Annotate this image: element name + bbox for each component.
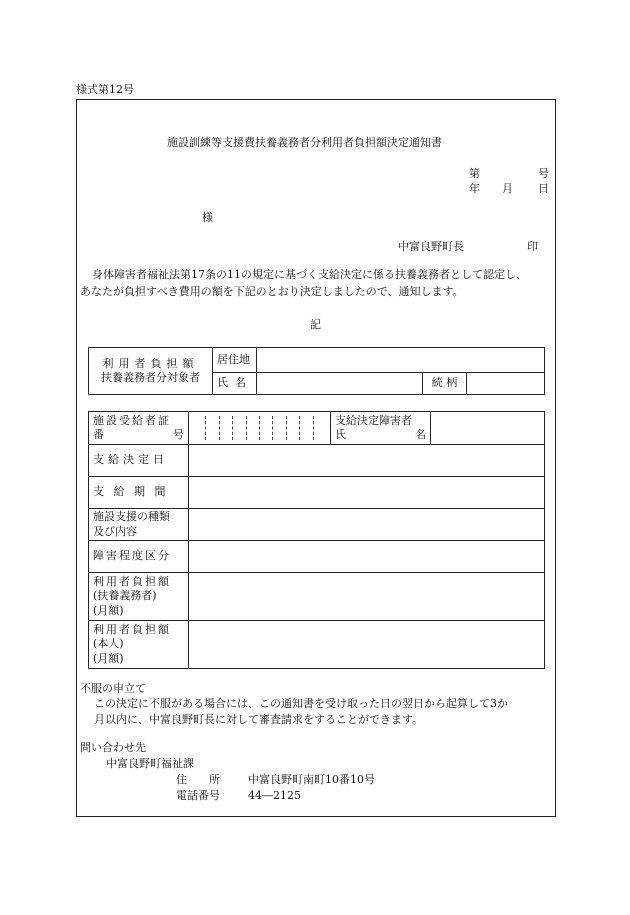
name-value-cell[interactable]	[257, 373, 423, 395]
objection-line1: この決定に不服がある場合には、この通知書を受け取った日の翌日から起算して3か	[94, 697, 508, 710]
date-year: 年	[469, 182, 480, 195]
document-title: 施設訓練等支援費扶養義務者分利用者負担額決定通知書	[167, 136, 442, 149]
body-text-line1: 身体障害者福祉法第17条の11の規定に基づく支給決定に係る扶養義務者として認定し、	[92, 268, 527, 281]
address-label-cell: 居住地	[213, 348, 257, 373]
contact-phone-label: 電話番号	[176, 789, 220, 802]
support-type-label-cell	[89, 509, 189, 541]
date-day: 日	[538, 182, 549, 195]
form-number: 様式第12号	[76, 83, 134, 96]
seal-mark: 印	[527, 240, 538, 253]
burden-guardian-line3: (月額)	[93, 603, 124, 617]
cert-number-digit-cells[interactable]	[189, 412, 331, 445]
name-label-b: 名	[235, 376, 246, 390]
burden-guardian-line1: 利用者負担額	[93, 575, 171, 589]
date-month: 月	[502, 182, 513, 195]
cert-label-line1: 施設受給者証	[93, 413, 171, 427]
name-label-a: 氏	[217, 376, 228, 390]
burden-guardian-value-cell[interactable]	[189, 573, 545, 621]
decision-date-label-cell: 支給決定日	[89, 445, 189, 477]
number-label-right: 号	[538, 167, 549, 180]
objection-line2: 月以内に、中富良野町長に対して審査請求をすることができます。	[94, 713, 424, 726]
decision-detail-table	[88, 411, 545, 669]
burden-self-line1: 利用者負担額	[93, 623, 171, 637]
period-value-cell[interactable]	[189, 477, 545, 509]
recipient-label-line2-b: 名	[415, 428, 426, 441]
recipient-name-value-cell[interactable]	[431, 412, 545, 445]
period-label-cell: 支 給 期 間	[89, 477, 189, 509]
burden-guardian-label-cell	[89, 573, 189, 621]
ki-heading: 記	[310, 318, 321, 331]
support-type-line2: 及び内容	[93, 524, 137, 538]
disability-class-value-cell[interactable]	[189, 541, 545, 573]
burden-self-line2: (本人)	[93, 637, 124, 651]
issuer-name: 中富良野町長	[398, 240, 464, 253]
contact-address-value: 中富良野町南町10番10号	[248, 773, 375, 786]
objection-heading: 不服の申立て	[80, 682, 146, 695]
contact-office: 中富良野町福祉課	[106, 757, 194, 770]
target-person-table	[88, 347, 545, 395]
recipient-label-line1: 支給決定障害者	[335, 413, 412, 427]
burden-self-value-cell[interactable]	[189, 621, 545, 669]
contact-heading: 問い合わせ先	[80, 741, 146, 754]
support-type-value-cell[interactable]	[189, 509, 545, 541]
burden-target-label-cell	[89, 348, 213, 395]
burden-label-line1: 利用者負担額	[102, 356, 199, 370]
cert-label-line2-a: 番	[93, 428, 104, 441]
contact-phone-value: 44―2125	[248, 789, 301, 802]
relation-value-cell[interactable]	[467, 373, 545, 395]
recipient-label-line2-a: 氏	[335, 428, 346, 441]
burden-self-label-cell	[89, 621, 189, 669]
body-text-line2: あなたが負担すべき費用の額を下記のとおり決定しましたので、通知します。	[80, 285, 464, 298]
cert-label-line2-b: 号	[173, 428, 184, 441]
number-label-left: 第	[469, 167, 480, 180]
burden-guardian-line2: (扶養義務者)	[93, 589, 157, 603]
relation-label-cell: 続 柄	[423, 373, 467, 395]
burden-label-line2: 扶養義務者分対象者	[101, 371, 200, 384]
recipient-name-label-cell	[331, 412, 431, 445]
burden-self-line3: (月額)	[93, 651, 124, 665]
contact-address-label: 住 所	[176, 773, 220, 786]
disability-class-label-cell: 障害程度区分	[89, 541, 189, 573]
address-value-cell[interactable]	[257, 348, 545, 373]
support-type-line1: 施設支援の種類	[93, 510, 170, 524]
name-label-cell	[213, 373, 257, 395]
cert-number-label-cell	[89, 412, 189, 445]
decision-date-value-cell[interactable]	[189, 445, 545, 477]
addressee-suffix: 様	[202, 211, 213, 224]
